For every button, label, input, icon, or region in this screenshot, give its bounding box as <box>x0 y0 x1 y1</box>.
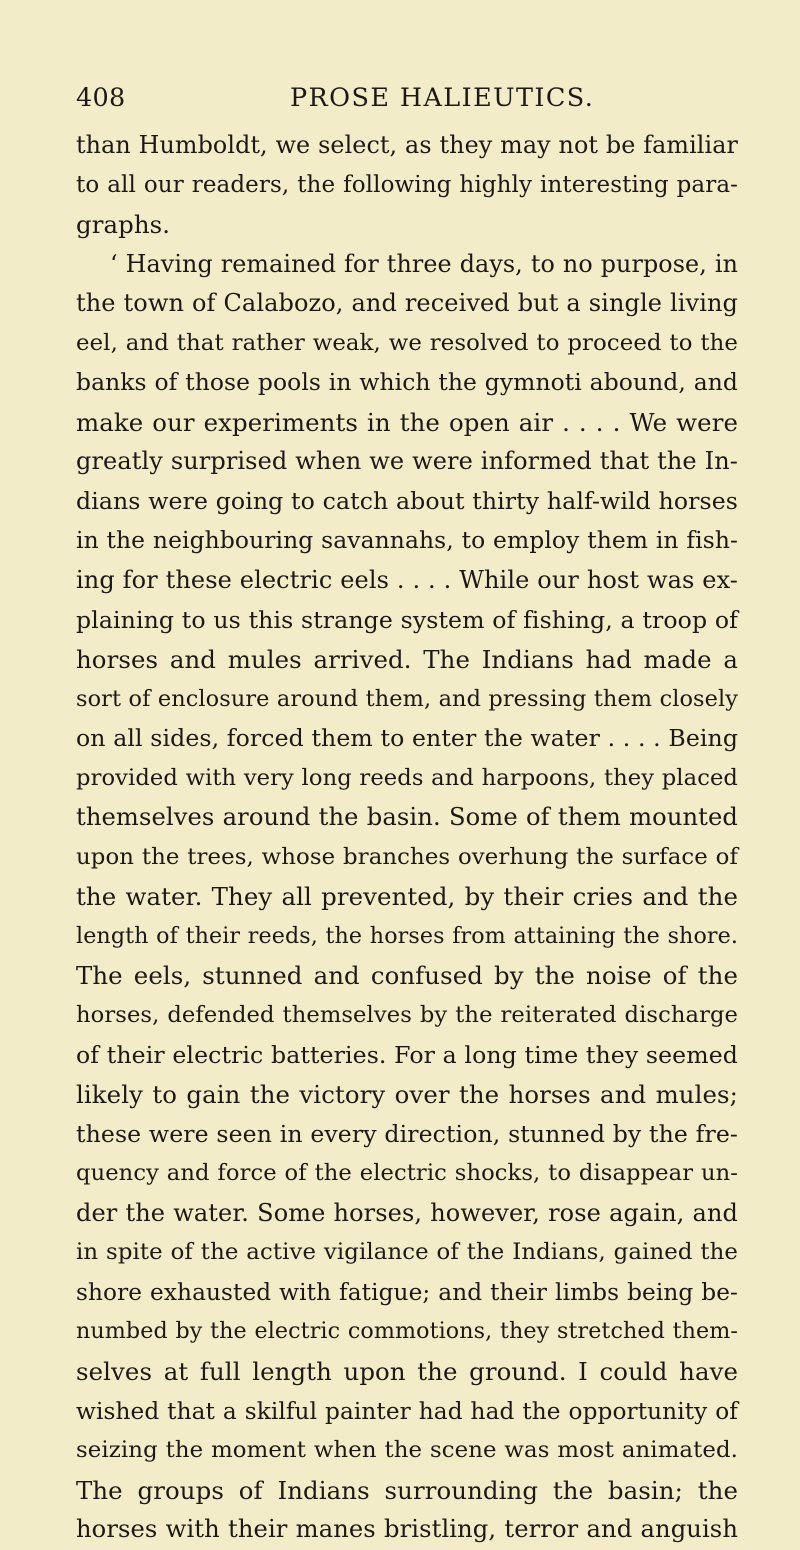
text-line: der the water. Some horses, however, rose again, and <box>76 1198 738 1227</box>
running-head: PROSE HALIEUTICS. <box>290 83 595 113</box>
text-line: upon the trees, whose branches overhung the surface of <box>76 843 738 870</box>
text-line: The eels, stunned and confused by the noise of the <box>76 961 738 991</box>
text-line: horses with their manes bristling, terror and anguish <box>76 1515 738 1544</box>
text-line: plaining to us this strange system of fishing, a troop of <box>76 605 738 634</box>
text-line: The groups of Indians surrounding the basin; the <box>76 1475 738 1505</box>
text-line: the water. They all prevented, by their cries and the <box>76 882 738 912</box>
text-line: banks of those pools in which the gymnoti abound, and <box>76 368 738 397</box>
text-line: sort of enclosure around them, and pressing them closely <box>76 685 738 712</box>
text-line: provided with very long reeds and harpoons, they placed <box>76 764 738 791</box>
text-line: shore exhausted with fatigue; and their limbs being be- <box>76 1278 738 1306</box>
page-header <box>76 78 736 118</box>
body-text <box>76 126 738 1550</box>
text-line: quency and force of the electric shocks, to disappear un- <box>76 1160 738 1187</box>
text-line: ing for these electric eels . . . . While our host was ex- <box>76 566 738 595</box>
text-line: than Humboldt, we select, as they may not be familiar <box>76 131 738 159</box>
text-line: to all our readers, the following highly interesting para- <box>76 171 738 198</box>
text-line: on all sides, forced them to enter the water . . . . Being <box>76 724 739 753</box>
text-line: wished that a skilful painter had had the opportunity of <box>76 1397 738 1425</box>
text-line: greatly surprised when we were informed that the In- <box>76 447 738 476</box>
text-line: dians were going to catch about thirty half-wild horses <box>76 486 738 515</box>
text-line: in the neighbouring savannahs, to employ them in fish- <box>76 526 738 555</box>
text-line: length of their reeds, the horses from attaining the shore. <box>76 922 738 949</box>
text-line: in spite of the active vigilance of the Indians, gained the <box>76 1239 738 1266</box>
text-line: these were seen in every direction, stunned by the fre- <box>76 1119 738 1148</box>
text-line: make our experiments in the open air . . . . We were <box>76 407 738 437</box>
text-line: likely to gain the victory over the horses and mules; <box>76 1080 738 1110</box>
text-line: selves at full length upon the ground. I could have <box>76 1356 738 1386</box>
text-line: horses and mules arrived. The Indians had made a <box>76 645 738 675</box>
text-line: themselves around the basin. Some of them mounted <box>76 803 738 832</box>
text-line: seizing the moment when the scene was most animated. <box>76 1437 738 1464</box>
text-line: horses, defended themselves by the reiterated discharge <box>76 1002 738 1029</box>
text-line: numbed by the electric commotions, they stretched them- <box>76 1318 738 1345</box>
text-line: the town of Calabozo, and received but a single living <box>76 289 738 318</box>
text-line: graphs. <box>76 210 171 240</box>
text-line: ‘ Having remained for three days, to no purpose, in <box>110 249 738 278</box>
page-number: 408 <box>76 83 126 113</box>
text-line: of their electric batteries. For a long time they seemed <box>76 1040 738 1069</box>
text-line: eel, and that rather weak, we resolved to proceed to the <box>76 329 738 356</box>
